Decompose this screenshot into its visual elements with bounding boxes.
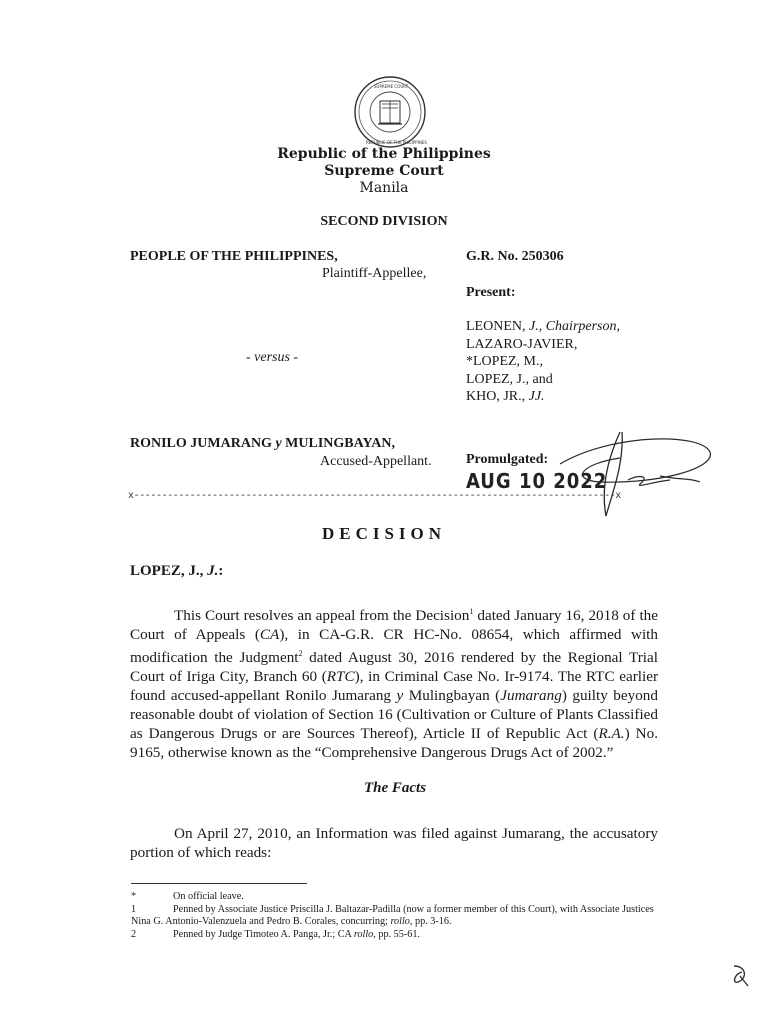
justice-entry: KHO, JR., JJ. bbox=[466, 389, 545, 404]
signature-mark bbox=[540, 424, 720, 524]
seal-text-bottom: REPUBLIC OF THE PHILIPPINES bbox=[366, 140, 427, 145]
versus-label: - versus - bbox=[246, 350, 299, 365]
justice-entry: LOPEZ, J., and bbox=[466, 371, 553, 387]
seal-text-top: SUPREME COURT bbox=[374, 84, 409, 89]
justice-entry: LAZARO-JAVIER, bbox=[466, 336, 578, 352]
justice-entry: LEONEN, J., Chairperson, bbox=[466, 319, 621, 334]
separator-line: x--------------------------------------------------------------------------------------x bbox=[128, 491, 621, 502]
footnotes bbox=[131, 891, 661, 941]
accused-role: Accused-Appellant. bbox=[320, 454, 432, 469]
justices-list bbox=[466, 318, 620, 406]
decision-title: DECISION bbox=[321, 524, 447, 543]
ponente-line: LOPEZ, J., J.: bbox=[130, 563, 224, 579]
plaintiff-role: Plaintiff-Appellee, bbox=[322, 266, 427, 281]
footnote-rule bbox=[131, 883, 307, 884]
accused-name: RONILO JUMARANG y MULINGBAYAN, bbox=[130, 436, 395, 451]
facts-heading: The Facts bbox=[363, 780, 427, 796]
supreme-court-seal bbox=[352, 74, 428, 150]
header-supreme-court: Supreme Court bbox=[324, 163, 444, 179]
footnote-item: 1 Penned by Associate Justice Priscilla J. Baltazar-Padilla (now a former member of this Court), with Associate Justices Nina G. Antonio-Valenzuela and Pedro B. Corales, concurring; rollo, pp. 3-16. bbox=[131, 903, 654, 927]
promulgated-label: Promulgated: bbox=[466, 452, 549, 467]
division-title: SECOND DIVISION bbox=[320, 214, 448, 229]
promulgated-date-stamp: AUG 10 2022 bbox=[466, 469, 608, 493]
paragraph-2: On April 27, 2010, an Information was filed against Jumarang, the accusatory portion of which reads: bbox=[130, 825, 658, 861]
gr-number: G.R. No. 250306 bbox=[466, 249, 564, 264]
footnote-item: 2 Penned by Judge Timoteo A. Panga, Jr.; CA rollo, pp. 55-61. bbox=[131, 928, 420, 940]
justice-entry: *LOPEZ, M., bbox=[466, 354, 543, 369]
paragraph-1: This Court resolves an appeal from the Decision$^1$ dated January 16, 2018 of the Court of Appeals (CA), in CA-G.R. CR HC-No. 08654, which affirmed with modification the Judgment$^2$ dated August 30, 2016 rendered by the Regional Trial Court of Iriga City, Branch 60 (RTC), in Criminal Case No. Ir-9174. The RTC earlier found accused-appellant Ronilo Jumarang y Mulingbayan (Jumarang) guilty beyond reasonable doubt of violation of Section 16 (Cultivation or Culture of Plants Classified as Dangerous Drugs or are Sources Thereof), Article II of Republic Act (R.A.) No. 9165, otherwise known as the “Comprehensive Dangerous Drugs Act of 2002.” bbox=[130, 607, 659, 762]
header-manila: Manila bbox=[359, 180, 409, 196]
initials-mark bbox=[728, 962, 754, 988]
header-republic: Republic of the Philippines bbox=[277, 146, 491, 162]
present-label: Present: bbox=[466, 285, 516, 300]
plaintiff-name: PEOPLE OF THE PHILIPPINES, bbox=[130, 249, 338, 264]
footnote-item: * On official leave. bbox=[131, 891, 244, 902]
